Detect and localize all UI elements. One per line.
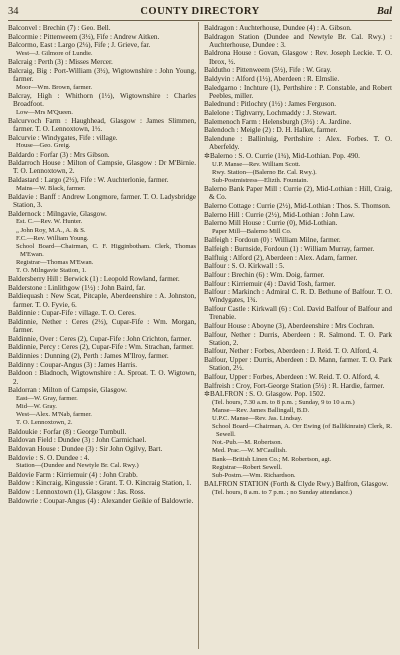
directory-entry: Baldarroch House : Milton of Campsie, Glasgow : Dr M'Birnie. T. O. Lennoxtown, 2. bbox=[8, 159, 196, 176]
header-rule bbox=[8, 20, 392, 21]
directory-entry: Manse—Rev. James Ballingall, B.D. bbox=[212, 407, 310, 415]
directory-entry: Registrar—Robert Sewell. bbox=[212, 463, 282, 471]
directory-entry: Balcormo, East : Largo (2¼), Fife ; J. Grieve, far. bbox=[8, 41, 151, 50]
directory-entry: Baldow : Kincraig, Kingussie : Grant. T. O. Kincraig Station, 1. bbox=[8, 479, 192, 488]
directory-entry: Balendune : Ballinluig, Perthshire : Alex. Forbes. T. O. Aberfeldy. bbox=[204, 135, 392, 152]
directory-entry: Baldiequash : New Scat, Pitcaple, Aberdeenshire : A. Johnston, farmer. T. O. Fyvie, 6. bbox=[8, 292, 196, 309]
directory-entry: Balderstone : Linlithgow (1½) : John Baird, far. bbox=[8, 283, 146, 292]
directory-entry: BALFRON STATION (Forth & Clyde Rwy.) Balfron, Glasgow. bbox=[204, 480, 389, 489]
directory-entry: Balerno Hill : Currie (2½), Mid-Lothian : John Law. bbox=[204, 210, 355, 219]
directory-entry: ✲Balerno : S. O. Currie (1¾), Mid-Lothian. Pop. 490. bbox=[204, 151, 360, 160]
directory-entry: Baldovie Farm : Kirriemuir (4) : John Crabb. bbox=[8, 470, 138, 479]
directory-entry: Baldersberry Hill : Berwick (1) : Leopold Rowland, farmer. bbox=[8, 275, 180, 284]
directory-entry: Baldernock : Milngavie, Glasgow. bbox=[8, 209, 107, 218]
directory-entry: Baldinnie : Cupar-Fife : village. T. O. Ceres. bbox=[8, 309, 136, 318]
directory-entry: Baldinnie, Over : Ceres (2), Cupar-Fife : John Crichton, farmer. bbox=[8, 334, 192, 343]
directory-entry: Balfour, Upper : Durris, Aberdeen : D. Mann, farmer. T. O. Park Station, 2½. bbox=[204, 356, 392, 373]
directory-entry: Mid—W. Gray. bbox=[16, 403, 57, 411]
column-divider bbox=[198, 22, 199, 649]
directory-entry: Rwy. Station—(Balerno Br. Cal. Rwy.). bbox=[212, 168, 317, 176]
directory-entry: Balcraig, Big : Port-William (3½), Wigtownshire : John Young, farmer. bbox=[8, 66, 196, 84]
directory-entry: Balfour, Nether : Durris, Aberdeen : R. Salmond. T. O. Park Station, 2. bbox=[204, 330, 392, 347]
directory-entry: Balcurvie : Windygates, Fife : village. bbox=[8, 133, 118, 142]
directory-entry: Baldoukie : Forfar (8) : George Turnbull. bbox=[8, 427, 127, 436]
directory-entry: Balconvel : Brechin (7) : Geo. Bell. bbox=[8, 24, 111, 32]
directory-entry: Balfour : Markinch : Admiral C. R. D. Bethune of Balfour. T. O. Windygates, 1¾. bbox=[204, 288, 392, 305]
directory-entry: Balcormie : Pittenweem (3½), Fife : Andrew Aitken. bbox=[8, 32, 160, 41]
directory-entry: Bank—British Linen Co.; M. Robertson, agt. bbox=[212, 455, 332, 463]
directory-entry: West—J. Gilmore of Lundie. bbox=[16, 50, 93, 58]
directory-entry: Not.-Pub.—M. Robertson. bbox=[212, 439, 283, 447]
directory-entry: Balcurvoch Farm : Haughhead, Glasgow : James Slimmen, farmer. T. O. Lennoxtown, 1½. bbox=[8, 116, 196, 133]
directory-entry: Balemenoch Farm : Helensburgh (3½) : A. Jardine. bbox=[204, 117, 352, 126]
directory-entry: Balfour : Kirriemuir (4) : David Tosh, farmer. bbox=[204, 279, 336, 288]
directory-entry: Baldoon : Bladnoch, Wigtownshire : A. Sproat. T. O. Wigtown, 2. bbox=[8, 369, 196, 386]
directory-entry: U.P.C. Manse—Rev. Jas. Lindsay. bbox=[212, 415, 303, 423]
directory-entry: Baldavie : Banff : Andrew Longmore, farmer. T. O. Ladysbridge Station, 3. bbox=[8, 192, 196, 209]
directory-entry: Baldovan House : Dundee (3) : Sir John Ogilvy, Bart. bbox=[8, 445, 163, 454]
directory-entry: Baldovan Field : Dundee (3) : John Carmichael. bbox=[8, 436, 147, 445]
directory-entry: West—Alex. M'Nab, farmer. bbox=[16, 411, 92, 419]
directory-entry: Baldardo : Forfar (3) : Mrs Gibson. bbox=[8, 150, 110, 159]
directory-entry: T. O. Lennoxtown, 2. bbox=[16, 419, 73, 427]
directory-entry: ✲BALFRON : S. O. Glasgow. Pop. 1502. bbox=[204, 390, 326, 399]
directory-entry: Balfreish : Croy, Fort-George Station (5½) : R. Hardie, farmer. bbox=[204, 381, 385, 390]
directory-entry: Balerno Bank Paper Mill : Currie (2), Mid-Lothian : Hill, Craig, & Co. bbox=[204, 185, 392, 202]
directory-entry: Baldastard : Largo (2½), Fife : W. Auchterlonie, farmer. bbox=[8, 176, 169, 184]
directory-entry: Balfour Castle : Kirkwall (6) : Col. David Balfour of Balfour and Trenabie. bbox=[204, 305, 392, 322]
directory-entry: Balcray, High : Whithorn (1½), Wigtownshire : Charles Broadfoot. bbox=[8, 91, 196, 108]
directory-entry: Low—Mrs M'Queen. bbox=[16, 108, 73, 116]
directory-entry: Baldyvin : Alford (1½), Aberdeen : R. Elmslie. bbox=[204, 74, 340, 83]
directory-entry: Balfeigh : Burnside, Fordoun (1) : William Murray, farmer. bbox=[204, 244, 375, 253]
directory-entry: Registrar—Thomas M'Ewan. bbox=[16, 258, 94, 266]
directory-entry: Balfour, Upper : Forbes, Aberdeen : W. Reid. T. O. Alford, 4. bbox=[204, 372, 380, 381]
header-word: Bal bbox=[376, 6, 392, 17]
directory-entry: Baldrona House : Govan, Glasgow : Rev. Joseph Leckie. T. O. Ibrox, ½. bbox=[204, 49, 392, 66]
directory-entry: F.C.—Rev. William Young. bbox=[16, 234, 89, 242]
directory-entry: Balerno Mill House : Currie (0), Mid-Lothian. bbox=[204, 219, 338, 228]
directory-entry: East—W. Gray, farmer. bbox=[16, 394, 78, 402]
directory-entry: Baledgarno : Inchture (1), Perthshire : P. Constable, and Robert Peebles, miller. bbox=[204, 83, 392, 100]
directory-entry: Baldovie : S. O. Dundee : 4. bbox=[8, 453, 90, 462]
directory-entry: (Tel. hours, 7.30 a.m. to 8 p.m. ; Sunday, 9 to 10 a.m.) bbox=[212, 398, 355, 406]
directory-entry: Balfluig : Alford (2), Aberdeen : Alex. Adam, farmer. bbox=[204, 253, 358, 262]
left-column bbox=[8, 24, 196, 505]
directory-entry: Baldinnies : Dunning (2), Perth : James M'Ilroy, farmer. bbox=[8, 352, 169, 361]
directory-entry: Sub-Postmistress—Elizth. Fountain. bbox=[212, 177, 309, 184]
directory-entry: Baldutho : Pittenweem (5½), Fife : W. Gray. bbox=[204, 66, 332, 75]
page-header bbox=[8, 6, 392, 20]
directory-entry: Balfeigh : Fordoun (0) : William Milne, farmer. bbox=[204, 236, 341, 245]
directory-entry: T. O. Milngavie Station, 1. bbox=[16, 266, 87, 274]
right-column bbox=[204, 24, 392, 497]
directory-entry: Balfour House : Aboyne (3), Aberdeenshire : Mrs Cochran. bbox=[204, 321, 375, 330]
directory-entry: (Tel. hours, 8 a.m. to 7 p.m. ; no Sunday attendance.) bbox=[212, 488, 352, 496]
directory-entry: Sub-Postm.—Wm. Richardson. bbox=[212, 472, 296, 479]
directory-entry: Baldow : Lennoxtown (1), Glasgow : Jas. Ross. bbox=[8, 487, 146, 496]
directory-entry: Moor—Wm. Brown, farmer. bbox=[16, 83, 92, 91]
page-number: 34 bbox=[8, 6, 19, 17]
directory-entry: Baldowrie : Coupar-Angus (4) : Alexander Geikie of Baldowrie. bbox=[8, 496, 194, 505]
directory-entry: Balfour, Nether : Forbes, Aberdeen : J. Reid. T. O. Alford, 4. bbox=[204, 347, 379, 356]
directory-entry: Baldragon Station (Dundee and Newtyle Br. Cal. Rwy.) : Auchterhouse, Dundee : 3. bbox=[204, 32, 392, 49]
directory-entry: Balendoch : Meigle (2) : D. H. Halket, farmer. bbox=[204, 126, 338, 135]
directory-entry: Station—(Dundee and Newtyle Br. Cal. Rwy.) bbox=[16, 462, 139, 470]
directory-entry: Balelone : Tighvarry, Lochmaddy : J. Stewart. bbox=[204, 109, 337, 118]
directory-entry: Balfour : Brechin (6) : Wm. Doig, farmer. bbox=[204, 270, 325, 279]
directory-entry: Baldinny : Coupar-Angus (3) : James Harris. bbox=[8, 360, 138, 369]
directory-entry: Balcraig : Perth (3) : Misses Mercer. bbox=[8, 58, 113, 67]
directory-entry: „ John Roy, M.A., A. & S. bbox=[16, 226, 86, 234]
directory-entry: House—Geo. Greig. bbox=[16, 142, 71, 150]
directory-entry: Balerno Cottage : Currie (2½), Mid-Lothian : Thos. S. Thomson. bbox=[204, 201, 391, 210]
directory-entry: Med. Prac.—W. M'Caullish. bbox=[212, 447, 287, 455]
directory-entry: U.P. Manse—Rev. William Scott. bbox=[212, 160, 301, 168]
directory-entry: School Board—Chairman, C. F. Higginbotham. Clerk, Thomas M'Ewan. bbox=[16, 242, 196, 258]
directory-entry: Baldinnie, Nether : Ceres (2½), Cupar-Fife : Wm. Morgan, farmer. bbox=[8, 317, 196, 334]
directory-entry: Balfour : S. O. Kirkwall : 5. bbox=[204, 262, 285, 271]
page-title: COUNTY DIRECTORY bbox=[140, 6, 260, 17]
directory-entry: Mains—W. Black, farmer. bbox=[16, 184, 86, 192]
directory-entry: Baldinnie, Percy : Ceres (2), Cupar-Fife : Wm. Strachan, farmer. bbox=[8, 343, 194, 352]
directory-entry: Baldorran : Milton of Campsie, Glasgow. bbox=[8, 386, 128, 395]
directory-entry: Est. C.—Rev. W. Hunter. bbox=[16, 218, 83, 226]
directory-entry: Balednund : Pitlochry (1½) : James Ferguson. bbox=[204, 100, 337, 109]
directory-entry: School Board—Chairman, A. Orr Ewing (of Ballikinrain) Clerk, R. Sewell. bbox=[212, 423, 392, 439]
directory-entry: Paper Mill—Balerno Mill Co. bbox=[212, 228, 292, 236]
directory-entry: Baldragon : Auchterhouse, Dundee (4) : A. Gibson. bbox=[204, 24, 352, 32]
